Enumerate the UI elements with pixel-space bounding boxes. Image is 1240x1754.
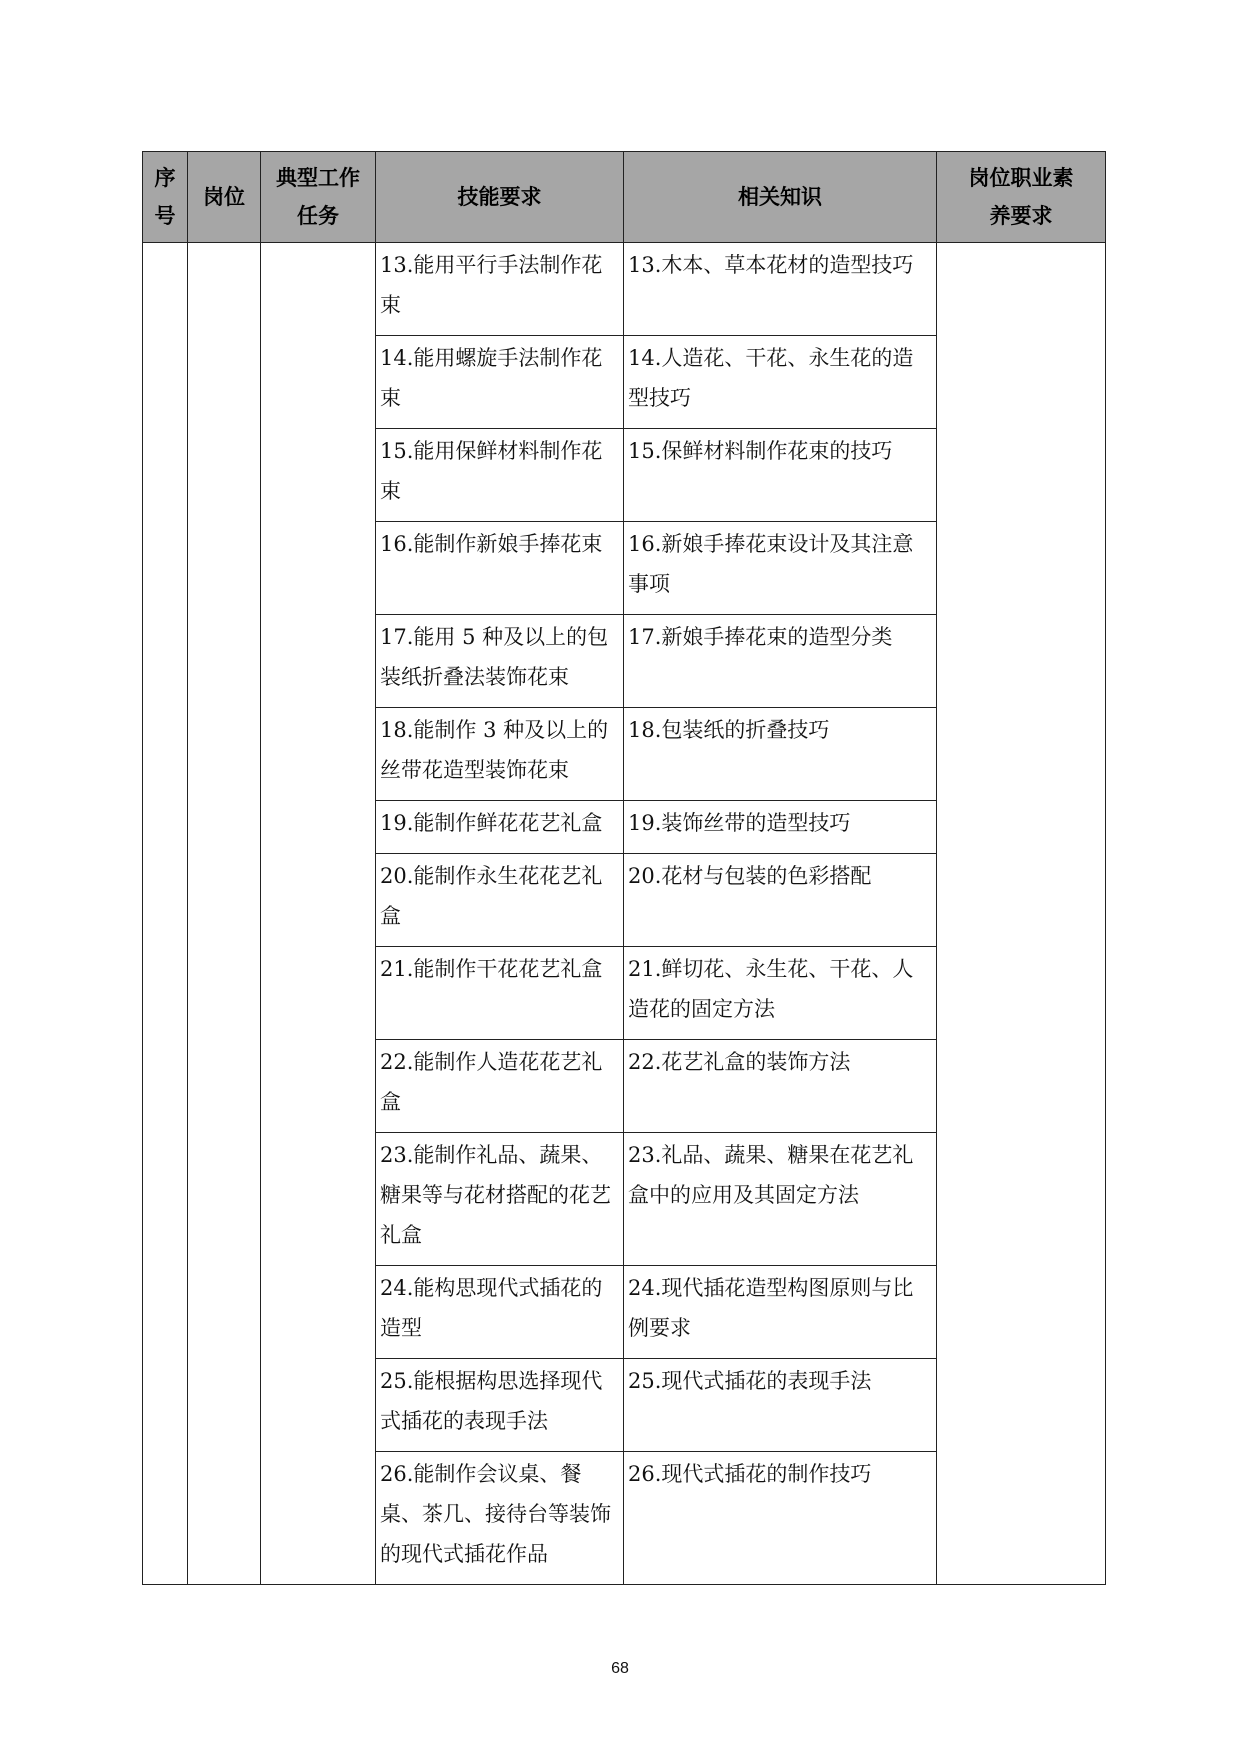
competency-table (142, 151, 1106, 1585)
cell-knowledge: 23.礼品、蔬果、糖果在花艺礼盒中的应用及其固定方法 (624, 1133, 937, 1266)
cell-knowledge: 24.现代插花造型构图原则与比例要求 (624, 1266, 937, 1359)
cell-skill: 21.能制作干花花艺礼盒 (376, 947, 624, 1040)
cell-knowledge: 21.鲜切花、永生花、干花、人造花的固定方法 (624, 947, 937, 1040)
header-related-knowledge: 相关知识 (624, 152, 937, 243)
cell-knowledge: 22.花艺礼盒的装饰方法 (624, 1040, 937, 1133)
cell-skill: 17.能用 5 种及以上的包装纸折叠法装饰花束 (376, 615, 624, 708)
cell-skill: 24.能构思现代式插花的造型 (376, 1266, 624, 1359)
cell-knowledge: 18.包装纸的折叠技巧 (624, 708, 937, 801)
cell-knowledge: 26.现代式插花的制作技巧 (624, 1452, 937, 1585)
header-serial-number: 序 号 (143, 152, 188, 243)
cell-knowledge: 13.木本、草本花材的造型技巧 (624, 243, 937, 336)
page-number: 68 (611, 1660, 629, 1677)
cell-knowledge: 20.花材与包装的色彩搭配 (624, 854, 937, 947)
cell-knowledge: 14.人造花、干花、永生花的造型技巧 (624, 336, 937, 429)
cell-knowledge: 15.保鲜材料制作花束的技巧 (624, 429, 937, 522)
cell-skill: 26.能制作会议桌、餐桌、茶几、接待台等装饰的现代式插花作品 (376, 1452, 624, 1585)
header-professional-quality: 岗位职业素 养要求 (937, 152, 1106, 243)
cell-skill: 14.能用螺旋手法制作花束 (376, 336, 624, 429)
header-position: 岗位 (188, 152, 261, 243)
cell-skill: 20.能制作永生花花艺礼盒 (376, 854, 624, 947)
cell-serial-number (143, 243, 188, 1585)
cell-skill: 16.能制作新娘手捧花束 (376, 522, 624, 615)
cell-knowledge: 16.新娘手捧花束设计及其注意事项 (624, 522, 937, 615)
cell-knowledge: 25.现代式插花的表现手法 (624, 1359, 937, 1452)
cell-professional-quality (937, 243, 1106, 1585)
cell-skill: 15.能用保鲜材料制作花束 (376, 429, 624, 522)
cell-skill: 19.能制作鲜花花艺礼盒 (376, 801, 624, 854)
header-typical-task: 典型工作 任务 (261, 152, 376, 243)
cell-knowledge: 19.装饰丝带的造型技巧 (624, 801, 937, 854)
cell-skill: 18.能制作 3 种及以上的丝带花造型装饰花束 (376, 708, 624, 801)
header-skill-requirements: 技能要求 (376, 152, 624, 243)
table-body (143, 243, 1106, 1585)
cell-skill: 23.能制作礼品、蔬果、糖果等与花材搭配的花艺礼盒 (376, 1133, 624, 1266)
cell-skill: 13.能用平行手法制作花束 (376, 243, 624, 336)
table-header-row (143, 152, 1106, 243)
cell-position (188, 243, 261, 1585)
cell-skill: 25.能根据构思选择现代式插花的表现手法 (376, 1359, 624, 1452)
cell-skill: 22.能制作人造花花艺礼盒 (376, 1040, 624, 1133)
cell-typical-task (261, 243, 376, 1585)
table-row (143, 243, 1106, 336)
cell-knowledge: 17.新娘手捧花束的造型分类 (624, 615, 937, 708)
